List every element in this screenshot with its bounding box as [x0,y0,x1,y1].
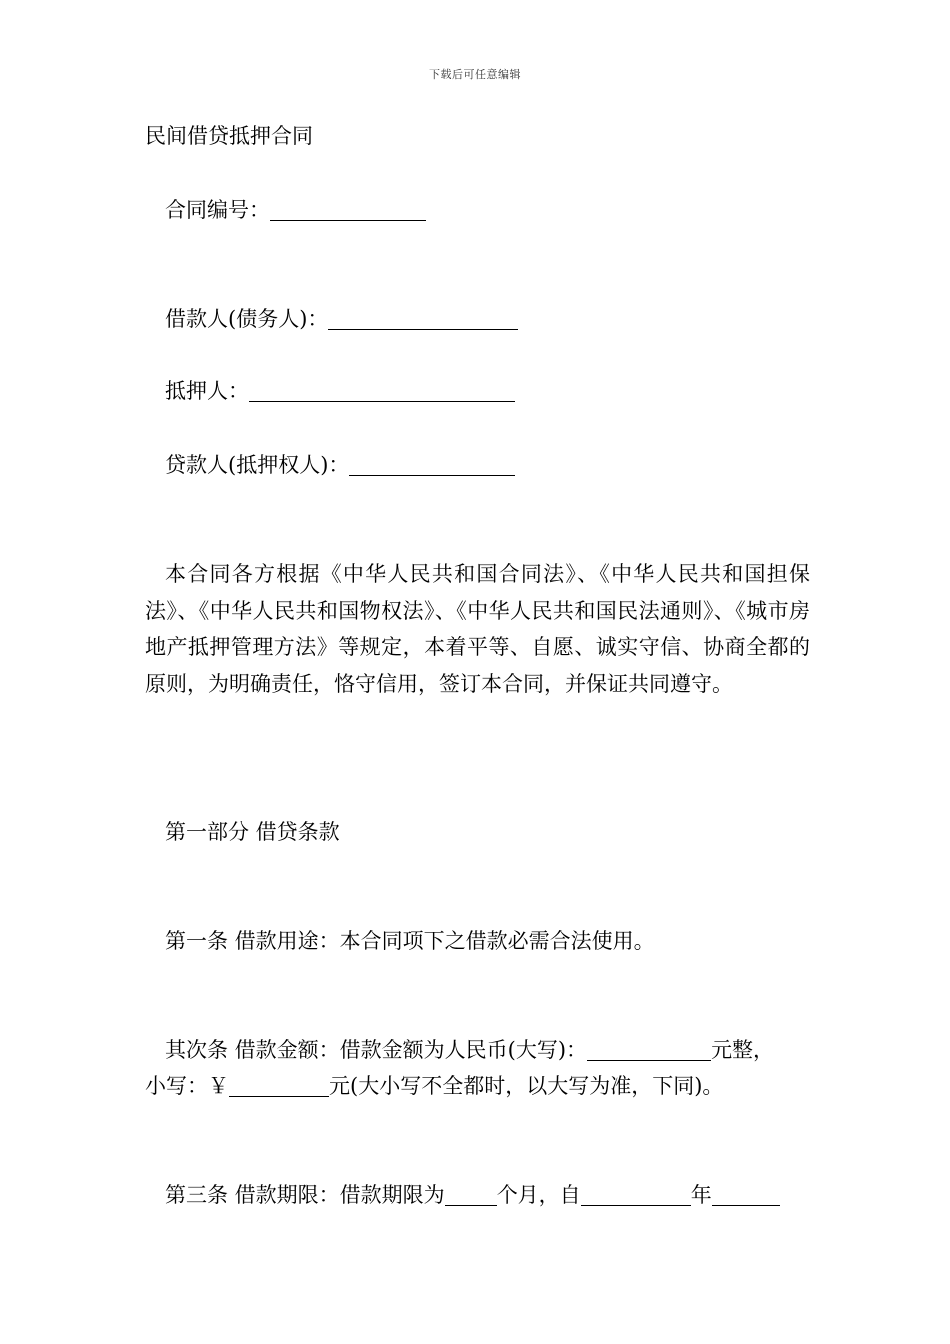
start-year-blank[interactable] [581,1183,691,1206]
article-2-line-1 [165,1032,830,1068]
article-2-yuan-full: 元整， [711,1038,775,1062]
lender-line [165,447,830,483]
article-2-line-2 [145,1068,810,1104]
contract-number-label: 合同编号： [165,198,270,222]
mortgagor-line [165,373,830,409]
amount-lowercase-blank[interactable] [229,1074,329,1097]
lender-label: 贷款人(抵押权人)： [165,453,350,477]
document-title: 民间借贷抵押合同 [145,124,313,148]
months-blank[interactable] [445,1183,497,1206]
borrower-label: 借款人(债务人)： [165,307,329,331]
borrower-blank[interactable] [328,307,518,330]
start-month-blank[interactable] [712,1183,780,1206]
amount-uppercase-blank[interactable] [587,1038,711,1061]
article-3-months: 个月，自 [496,1183,581,1207]
article-2-small-label: 小写：￥ [145,1074,229,1098]
lender-blank[interactable] [349,453,515,476]
header-note: 下载后可任意编辑 [429,68,521,81]
contract-number-blank[interactable] [270,198,426,221]
article-3 [165,1177,830,1213]
contract-number-line [165,192,830,228]
article-2-lead: 其次条 借款金额：借款金额为人民币(大写)： [165,1038,588,1062]
article-2-tail: 元(大小写不全都时，以大写为准，下同)。 [329,1074,724,1098]
preamble-paragraph: 本合同各方根据《中华人民共和国合同法》、《中华人民共和国担保法》、《中华人民共和国物权法》、《中华人民共和国民法通则》、《城市房地产抵押管理方法》等规定，本着平等、自愿、诚实守信、协商全都的原则，为明确责任，恪守信用，签订本合同，并保证共同遵守。 [145,562,810,696]
borrower-line [165,301,830,337]
mortgagor-blank[interactable] [249,379,515,402]
mortgagor-label: 抵押人： [165,379,249,403]
article-3-year: 年 [690,1183,712,1207]
article-1: 第一条 借款用途：本合同项下之借款必需合法使用。 [165,929,655,953]
article-3-lead: 第三条 借款期限：借款期限为 [165,1183,445,1207]
part-one-heading: 第一部分 借贷条款 [165,820,340,844]
